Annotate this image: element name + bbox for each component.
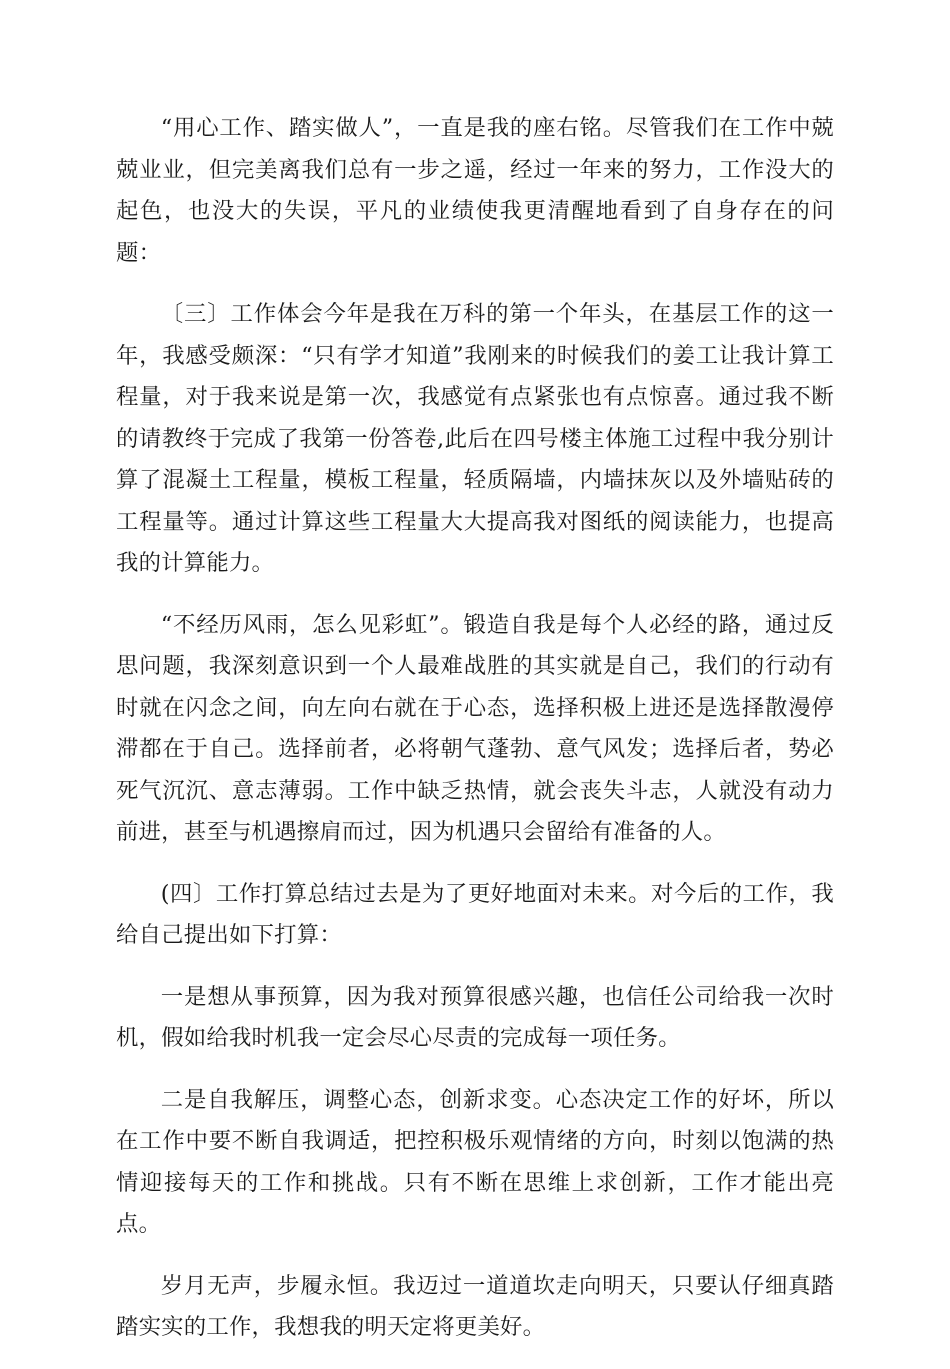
paragraph-closing: 岁月无声，步履永恒。我迈过一道道坎走向明天，只要认仔细真踏踏实实的工作，我想我的明天定将更美好。 [116,1272,834,1340]
paragraph-motto: “用心工作、踏实做人”，一直是我的座右铭。尽管我们在工作中兢兢业业，但完美离我们总有一步之遥，经过一年来的努力，工作没大的起色，也没大的失误，平凡的业绩使我更清醒地看到了自身存在的问题： [116,115,834,266]
paragraph-plan-two: 二是自我解压，调整心态，创新求变。心态决定工作的好坏，所以在工作中要不断自我调适，把控积极乐观情绪的方向，时刻以饱满的热情迎接每天的工作和挑战。只有不断在思维上求创新，工作才能出亮点。 [116,1086,834,1237]
document-body [116,108,834,1369]
paragraph-plan-one: 一是想从事预算，因为我对预算很感兴趣，也信任公司给我一次时机，假如给我时机我一定会尽心尽责的完成每一项任务。 [116,983,834,1051]
paragraph-work-experience: 〔三〕工作体会今年是我在万科的第一个年头，在基层工作的这一年，我感受颇深：“只有学才知道”我刚来的时候我们的姜工让我计算工程量，对于我来说是第一次，我感觉有点紧张也有点惊喜。通过我不断的请教终于完成了我第一份答卷,此后在四号楼主体施工过程中我分别计算了混凝土工程量，模板工程量，轻质隔墙，内墙抹灰以及外墙贴砖的工程量等。通过计算这些工程量大大提高我对图纸的阅读能力，也提高我的计算能力。 [116,301,834,576]
paragraph-work-plan: (四〕工作打算总结过去是为了更好地面对未来。对今后的工作，我给自己提出如下打算： [116,880,834,948]
paragraph-self-reflection: “不经历风雨，怎么见彩虹”。锻造自我是每个人必经的路，通过反思问题，我深刻意识到一个人最难战胜的其实就是自己，我们的行动有时就在闪念之间，向左向右就在于心态，选择积极上进还是选择散漫停滞都在于自己。选择前者，必将朝气蓬勃、意气风发；选择后者，势必死气沉沉、意志薄弱。工作中缺乏热情，就会丧失斗志，人就没有动力前进，甚至与机遇擦肩而过，因为机遇只会留给有准备的人。 [116,611,834,845]
